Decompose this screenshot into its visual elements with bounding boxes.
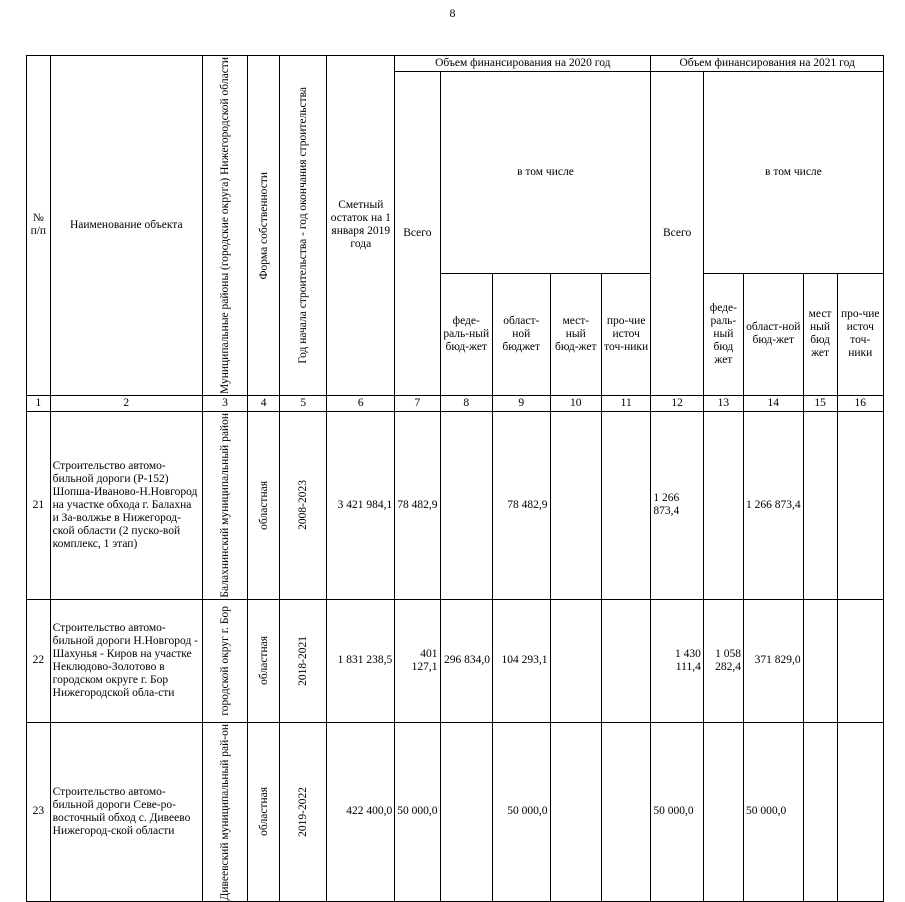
total-2021: 1 430 111,4	[651, 599, 703, 722]
federal-2021	[703, 411, 743, 599]
row-num: 22	[27, 599, 51, 722]
regional-2020: 104 293,1	[492, 599, 550, 722]
column-number: 7	[395, 395, 440, 411]
column-number: 8	[440, 395, 492, 411]
row-num: 21	[27, 411, 51, 599]
header-federal-2021: феде-раль-ный бюд жет	[703, 273, 743, 395]
total-2021: 1 266 873,4	[651, 411, 703, 599]
header-including-2021: в том числе	[703, 72, 883, 274]
federal-2020: 296 834,0	[440, 599, 492, 722]
balance: 422 400,0	[327, 722, 395, 901]
federal-2020	[440, 411, 492, 599]
local-2020	[550, 599, 601, 722]
regional-2021: 1 266 873,4	[743, 411, 803, 599]
object-name: Строительство автомо-бильной дороги Н.Новгород - Шахунья - Киров на участке Неклюдово-Золотово в городском округе г. Бор Нижегородской обла-сти	[50, 599, 202, 722]
years: 2019-2022	[297, 786, 310, 837]
header-num: № п/п	[27, 56, 51, 396]
header-fin-2020: Объем финансирования на 2020 год	[395, 56, 651, 72]
column-number: 2	[50, 395, 202, 411]
column-number: 15	[803, 395, 837, 411]
other-2021	[837, 599, 883, 722]
local-2021	[803, 722, 837, 901]
column-number: 4	[248, 395, 280, 411]
years-cell	[280, 411, 327, 599]
header-fin-2021: Объем финансирования на 2021 год	[651, 56, 884, 72]
federal-2020	[440, 722, 492, 901]
table-row	[27, 411, 884, 599]
header-federal-2020: феде-раль-ный бюд-жет	[440, 273, 492, 395]
regional-2021: 50 000,0	[743, 722, 803, 901]
other-2020	[601, 599, 650, 722]
balance: 3 421 984,1	[327, 411, 395, 599]
column-number: 3	[202, 395, 247, 411]
ownership: областная	[257, 480, 270, 530]
regional-2020: 78 482,9	[492, 411, 550, 599]
column-number: 6	[327, 395, 395, 411]
object-name: Строительство автомо-бильной дороги (Р-152) Шопша-Иваново-Н.Новгород на участке обхода г. Балахна и За-волжье в Нижегород-ской области (2 пуско-вой комплекс, 1 этап)	[50, 411, 202, 599]
federal-2021	[703, 722, 743, 901]
regional-2021: 371 829,0	[743, 599, 803, 722]
header-district-text: Муниципальные районы (городские округа) Нижегородской области	[219, 57, 232, 394]
total-2020: 78 482,9	[395, 411, 440, 599]
total-2020: 401 127,1	[395, 599, 440, 722]
local-2020	[550, 722, 601, 901]
ownership-cell	[248, 411, 280, 599]
header-total-2021: Всего	[651, 72, 703, 396]
column-number: 10	[550, 395, 601, 411]
header-other-2021: про-чие источ точ-ники	[837, 273, 883, 395]
column-number: 5	[280, 395, 327, 411]
years-cell	[280, 599, 327, 722]
object-name: Строительство автомо-бильной дороги Севе-ро-восточный обход с. Дивеево Нижегород-ской области	[50, 722, 202, 901]
ownership-cell	[248, 599, 280, 722]
district: Балахнинский муниципальный район	[219, 412, 232, 598]
years-cell	[280, 722, 327, 901]
local-2021	[803, 411, 837, 599]
header-balance: Сметный остаток на 1 января 2019 года	[327, 56, 395, 396]
header-ownership	[248, 56, 280, 396]
ownership-cell	[248, 722, 280, 901]
header-regional-2021: област-ной бюд-жет	[743, 273, 803, 395]
district: Дивеевский муниципальный рай-он	[219, 723, 232, 900]
total-2020: 50 000,0	[395, 722, 440, 901]
column-number: 1	[27, 395, 51, 411]
header-other-2020: про-чие источ точ-ники	[601, 273, 650, 395]
table-row	[27, 599, 884, 722]
local-2020	[550, 411, 601, 599]
other-2021	[837, 722, 883, 901]
header-regional-2020: област-ной бюджет	[492, 273, 550, 395]
ownership: областная	[257, 787, 270, 837]
header-including-2020: в том числе	[440, 72, 651, 274]
years: 2018-2021	[297, 635, 310, 686]
column-number-row	[27, 395, 884, 411]
column-number: 14	[743, 395, 803, 411]
header-ownership-text: Форма собственности	[257, 171, 270, 280]
total-2021: 50 000,0	[651, 722, 703, 901]
header-local-2021: мест ный бюд жет	[803, 273, 837, 395]
district-cell	[202, 599, 247, 722]
district: городской округ г. Бор	[219, 605, 232, 716]
header-name: Наименование объекта	[50, 56, 202, 396]
local-2021	[803, 599, 837, 722]
other-2021	[837, 411, 883, 599]
header-years	[280, 56, 327, 396]
column-number: 16	[837, 395, 883, 411]
header-local-2020: мест-ный бюд-жет	[550, 273, 601, 395]
district-cell	[202, 722, 247, 901]
table-row	[27, 722, 884, 901]
header-years-text: Год начала строительства - год окончания строительства	[297, 87, 310, 364]
other-2020	[601, 722, 650, 901]
federal-2021: 1 058 282,4	[703, 599, 743, 722]
years: 2008-2023	[297, 480, 310, 531]
header-total-2020: Всего	[395, 72, 440, 396]
district-cell	[202, 411, 247, 599]
page-number: 8	[449, 6, 456, 20]
balance: 1 831 238,5	[327, 599, 395, 722]
column-number: 11	[601, 395, 650, 411]
ownership: областная	[257, 636, 270, 685]
row-num: 23	[27, 722, 51, 901]
column-number: 13	[703, 395, 743, 411]
other-2020	[601, 411, 650, 599]
column-number: 9	[492, 395, 550, 411]
column-number: 12	[651, 395, 703, 411]
financing-table	[26, 55, 884, 902]
header-district	[202, 56, 247, 396]
regional-2020: 50 000,0	[492, 722, 550, 901]
